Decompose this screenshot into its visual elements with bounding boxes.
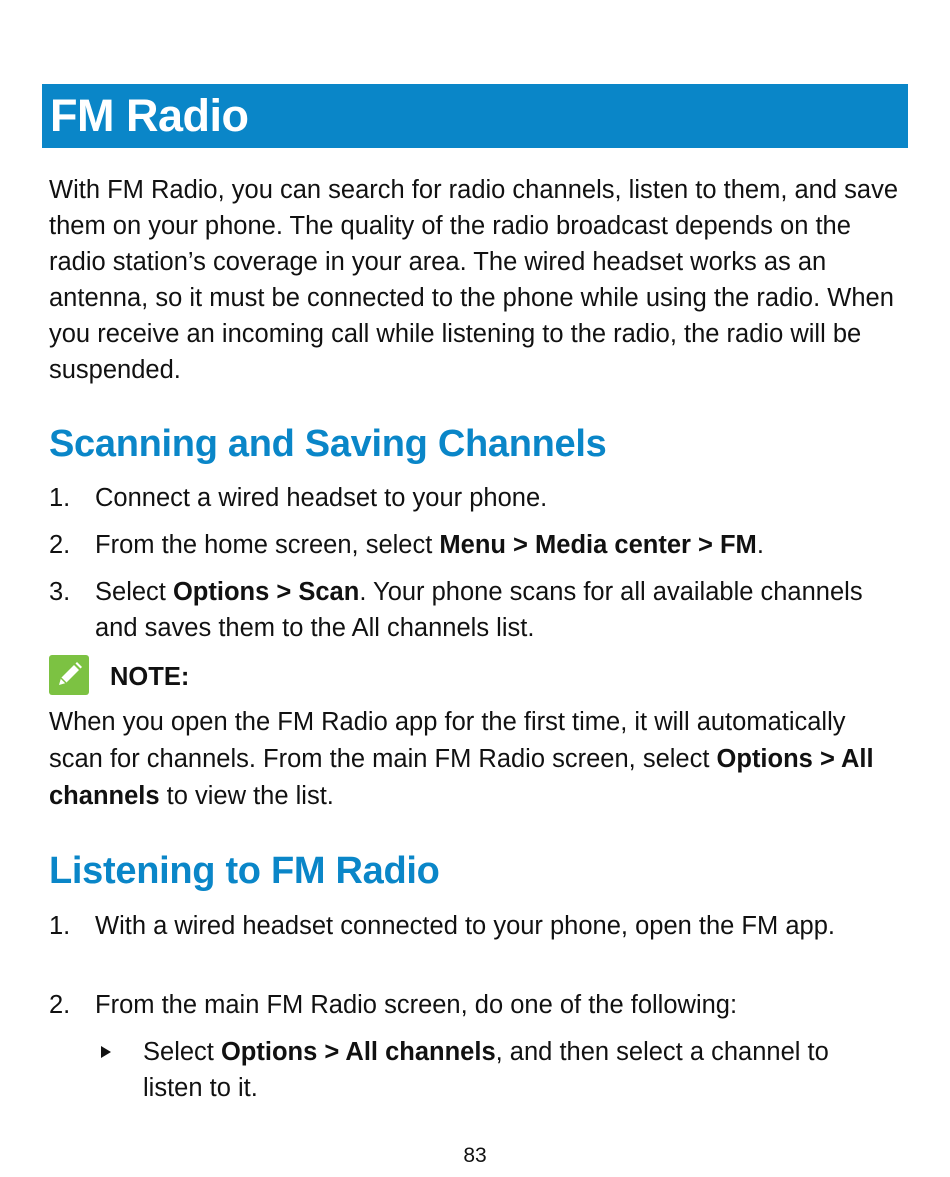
intro-paragraph: With FM Radio, you can search for radio channels, listen to them, and save them on your phone. The quality of the radio broadcast depends on the radio station’s coverage in your area. The wired headset works as an antenna, so it must be connected to the phone while using the radio. When you receive an incoming call while listening to the radio, the radio will be suspended.: [49, 176, 898, 384]
menu-path-scan: Scan: [298, 578, 360, 606]
substep-text-plain: Select: [143, 1038, 221, 1066]
step-number: 2.: [49, 531, 71, 559]
step-text: [95, 527, 899, 563]
step-number: 3.: [49, 578, 71, 606]
step-text-plain: Select: [95, 578, 173, 606]
menu-path-options: Options: [172, 578, 270, 606]
menu-path-options: Options: [716, 745, 813, 773]
menu-path-all-channels: All channels: [49, 745, 874, 810]
page-title: FM Radio: [50, 90, 249, 141]
scanning-step-2: [49, 527, 899, 563]
substep-text-plain: , and then select a channel to listen to it.: [143, 1038, 829, 1102]
menu-path-media-center: Media center: [535, 531, 691, 559]
step-text: [95, 574, 899, 646]
step-number: 1.: [49, 912, 71, 940]
scanning-step-1: [49, 480, 899, 516]
step-number: 1.: [49, 484, 71, 512]
menu-path-menu: Menu: [439, 531, 506, 559]
note-label: NOTE:: [110, 663, 190, 691]
step-number: 2.: [49, 991, 71, 1019]
menu-path-separator: >: [317, 1038, 346, 1066]
pencil-note-icon: [49, 655, 89, 695]
step-text-plain: From the home screen, select: [95, 531, 440, 559]
menu-path-separator: >: [812, 745, 841, 773]
note-text: [49, 704, 899, 815]
page-title-bar: [42, 84, 908, 148]
step-text: Connect a wired headset to your phone.: [95, 484, 548, 512]
scanning-step-3: [49, 574, 899, 646]
menu-path-separator: >: [269, 578, 299, 606]
substep-text: [143, 1034, 895, 1106]
bullet-arrow-icon: [101, 1046, 111, 1058]
note-text-plain: to view the list.: [159, 782, 334, 810]
section-heading-scanning: Scanning and Saving Channels: [49, 423, 607, 465]
menu-path-separator: >: [690, 531, 720, 559]
step-text: With a wired headset connected to your phone, open the FM app.: [95, 912, 835, 940]
page-number: 83: [463, 1144, 487, 1167]
listening-step-2: [49, 987, 899, 1023]
step-text-plain: . Your phone scans for all available channels and saves them to the All channels list.: [95, 578, 863, 642]
step-text-plain: .: [756, 531, 764, 559]
menu-path-all-channels: All channels: [345, 1038, 496, 1066]
menu-path-fm: FM: [719, 531, 757, 559]
menu-path-options: Options: [220, 1038, 318, 1066]
menu-path-separator: >: [505, 531, 536, 559]
note-text-plain: When you open the FM Radio app for the first time, it will automatically scan for channels. From the main FM Radio screen, select: [49, 708, 846, 773]
listening-step-1: [49, 908, 899, 944]
listening-substep: [95, 1034, 895, 1106]
step-text: From the main FM Radio screen, do one of the following:: [95, 991, 738, 1019]
section-heading-listening: Listening to FM Radio: [49, 850, 440, 892]
